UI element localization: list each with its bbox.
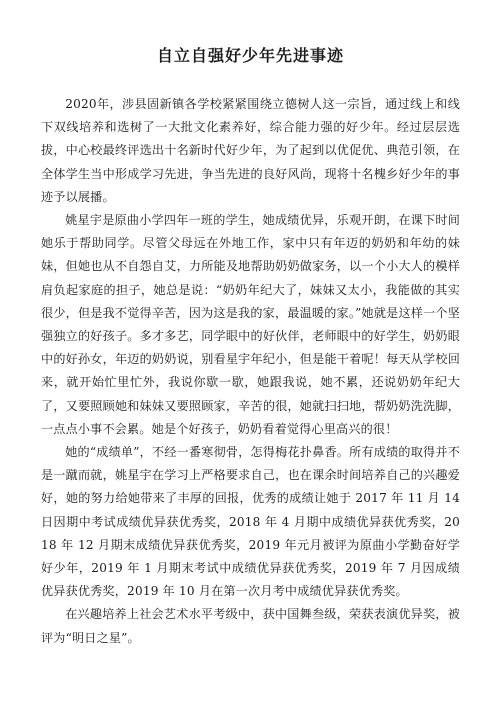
document-title: 自立自强好少年先进事迹 <box>156 46 344 65</box>
paragraph-profile: 姚星宇是原曲小学四年一班的学生，她成绩优异，乐观开朗，在课下时间她乐于帮助同学。尽管父母远在外地工作，家中只有年迈的奶奶和年幼的妹妹，但她也从不自怨自艾，力所能及地帮助奶奶做家务，以一个小大人的模样肩负起家庭的担子，她总是说：“奶奶年纪大了，妹妹又太小，我能做的其实很少，但是我不觉得辛苦，因为这是我的家，最温暖的家。”她就是这样一个坚强独立的好孩子。多才多艺，同学眼中的好伙伴，老师眼中的好学生，奶奶眼中的好孙女，年迈的奶奶说，别看星宇年纪小，但是能干着呢！每天从学校回来，就开始忙里忙外，我说你歇一歇，她跟我说，她不累，还说奶奶年纪大了，又要照顾她和妹妹又要照顾家，辛苦的很，她就扫扫地，帮奶奶洗洗脚，一点点小事不会累。她是个好孩子，奶奶看着觉得心里高兴的很！ <box>41 213 460 436</box>
paragraph-hobbies: 在兴趣培养上社会艺术水平考级中，获中国舞叁级，荣获表演优异奖，被评为“明日之星”。 <box>41 607 460 645</box>
paragraph-achievements: 她的“成绩单”，不经一番寒彻骨，怎得梅花扑鼻香。所有成绩的取得并不是一蹴而就，姚星宇在学习上严格要求自己，也在课余时间培养自己的兴趣爱好，她的努力给她带来了丰厚的回报，优秀的成绩让她于 2017 年 11 月 14 日因期中考试成绩优异获优秀奖，2018 年 4 月期中成绩优异获优秀奖，2018 年 12 月期末成绩优异获优秀奖，2019 年元月被评为原曲小学勤奋好学好少年，2019 年 1 月期末考试中成绩优异获优秀奖，2019 年 7 月因成绩优异获优秀奖，2019 年 10 月在第一次月考中成绩优异获优秀奖。 <box>41 445 460 599</box>
paragraph-intro: 2020年，涉县固新镇各学校紧紧围绕立德树人这一宗旨，通过线上和线下双线培养和选树了一大批文化素养好，综合能力强的好少年。经过层层选拔，中心校最终评选出十名新时代好少年，为了起到以优促优、典范引领，在全体学生当中形成学习先进，争当先进的良好风尚，现将十名槐乡好少年的事迹予以展播。 <box>41 97 460 204</box>
